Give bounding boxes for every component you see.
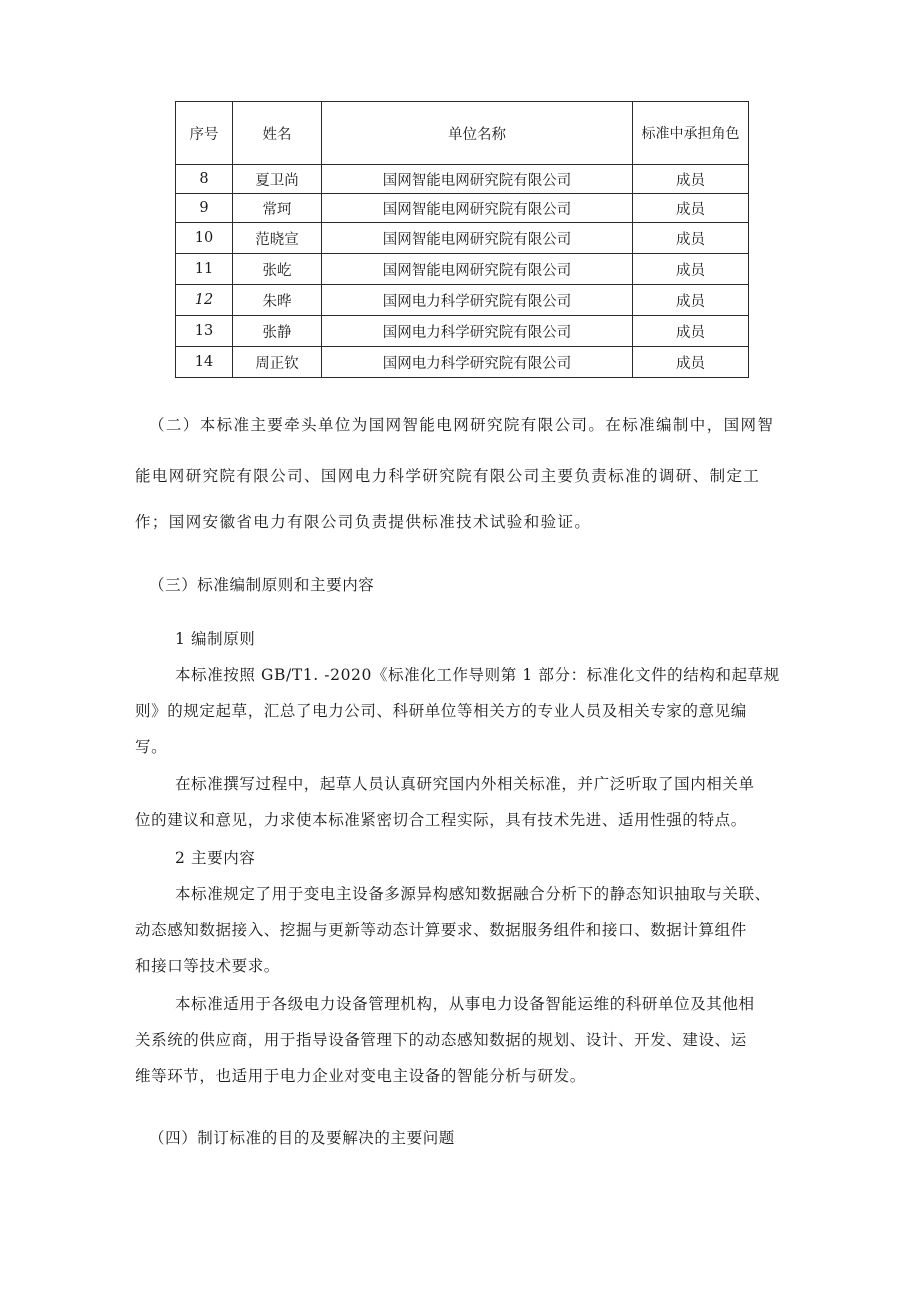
header-organization: 单位名称: [322, 102, 633, 165]
cell-role: 成员: [633, 347, 749, 378]
cell-index: 11: [176, 254, 233, 285]
cell-name: 张静: [233, 316, 322, 347]
para1-line-3: 写。: [135, 738, 168, 756]
table-row: [176, 194, 749, 223]
cell-organization: 国网智能电网研究院有限公司: [322, 165, 633, 194]
section4-heading: （四）制订标准的目的及要解决的主要问题: [149, 1129, 455, 1147]
cell-index: 9: [176, 194, 233, 223]
cell-name: 夏卫尚: [233, 165, 322, 194]
para3-line-1: 本标准规定了用于变电主设备多源异构感知数据融合分析下的静态知识抽取与关联、: [175, 885, 771, 903]
cell-organization: 国网电力科学研究院有限公司: [322, 316, 633, 347]
section2-line-2: 能电网研究院有限公司、国网电力科学研究院有限公司主要负责标准的调研、制定工: [135, 467, 761, 485]
cell-organization: 国网智能电网研究院有限公司: [322, 194, 633, 223]
table-row: [176, 223, 749, 254]
para3-line-3: 和接口等技术要求。: [135, 957, 280, 975]
cell-organization: 国网智能电网研究院有限公司: [322, 254, 633, 285]
section2-line-1: （二）本标准主要牵头单位为国网智能电网研究院有限公司。在标准编制中，国网智: [149, 416, 775, 434]
cell-organization: 国网智能电网研究院有限公司: [322, 223, 633, 254]
cell-name: 张屹: [233, 254, 322, 285]
table-row: [176, 316, 749, 347]
table-row: [176, 254, 749, 285]
cell-index: 13: [176, 316, 233, 347]
cell-role: 成员: [633, 316, 749, 347]
para4-line-2: 关系统的供应商，用于指导设备管理下的动态感知数据的规划、设计、开发、建设、运: [135, 1031, 747, 1049]
section3-heading: （三）标准编制原则和主要内容: [149, 576, 375, 594]
cell-role: 成员: [633, 254, 749, 285]
section2-line-3: 作；国网安徽省电力有限公司负责提供标准技术试验和验证。: [135, 513, 592, 531]
cell-index: 8: [176, 165, 233, 194]
para1-line-2: 则》的规定起草，汇总了电力公司、科研单位等相关方的专业人员及相关专家的意见编: [135, 702, 747, 720]
para2-line-1: 在标准撰写过程中，起草人员认真研究国内外相关标准，并广泛听取了国内相关单: [175, 775, 755, 793]
cell-name: 周正钦: [233, 347, 322, 378]
para2-line-2: 位的建议和意见，力求使本标准紧密切合工程实际，具有技术先进、适用性强的特点。: [135, 811, 747, 829]
header-role: 标准中承担角色: [633, 102, 749, 165]
para1-line-1: 本标准按照 GB/T1. -2020《标准化工作导则第 1 部分：标准化文件的结构和起草规: [175, 666, 780, 684]
header-index: 序号: [176, 102, 233, 165]
cell-name: 常珂: [233, 194, 322, 223]
cell-index: 12: [176, 285, 233, 316]
table-row: [176, 165, 749, 194]
member-table: [175, 101, 749, 378]
cell-organization: 国网电力科学研究院有限公司: [322, 347, 633, 378]
cell-index: 10: [176, 223, 233, 254]
subheading-principles: 1 编制原则: [175, 630, 256, 648]
cell-role: 成员: [633, 223, 749, 254]
header-name: 姓名: [233, 102, 322, 165]
table-header-row: [176, 102, 749, 165]
cell-role: 成员: [633, 285, 749, 316]
para4-line-3: 维等环节，也适用于电力企业对变电主设备的智能分析与研发。: [135, 1067, 586, 1085]
cell-role: 成员: [633, 165, 749, 194]
cell-role: 成员: [633, 194, 749, 223]
cell-index: 14: [176, 347, 233, 378]
table-row: [176, 347, 749, 378]
subheading-content: 2 主要内容: [175, 849, 256, 867]
para3-line-2: 动态感知数据接入、挖掘与更新等动态计算要求、数据服务组件和接口、数据计算组件: [135, 921, 747, 939]
cell-name: 范晓宣: [233, 223, 322, 254]
cell-name: 朱晔: [233, 285, 322, 316]
table-row: [176, 285, 749, 316]
cell-organization: 国网电力科学研究院有限公司: [322, 285, 633, 316]
para4-line-1: 本标准适用于各级电力设备管理机构，从事电力设备智能运维的科研单位及其他相: [175, 995, 755, 1013]
